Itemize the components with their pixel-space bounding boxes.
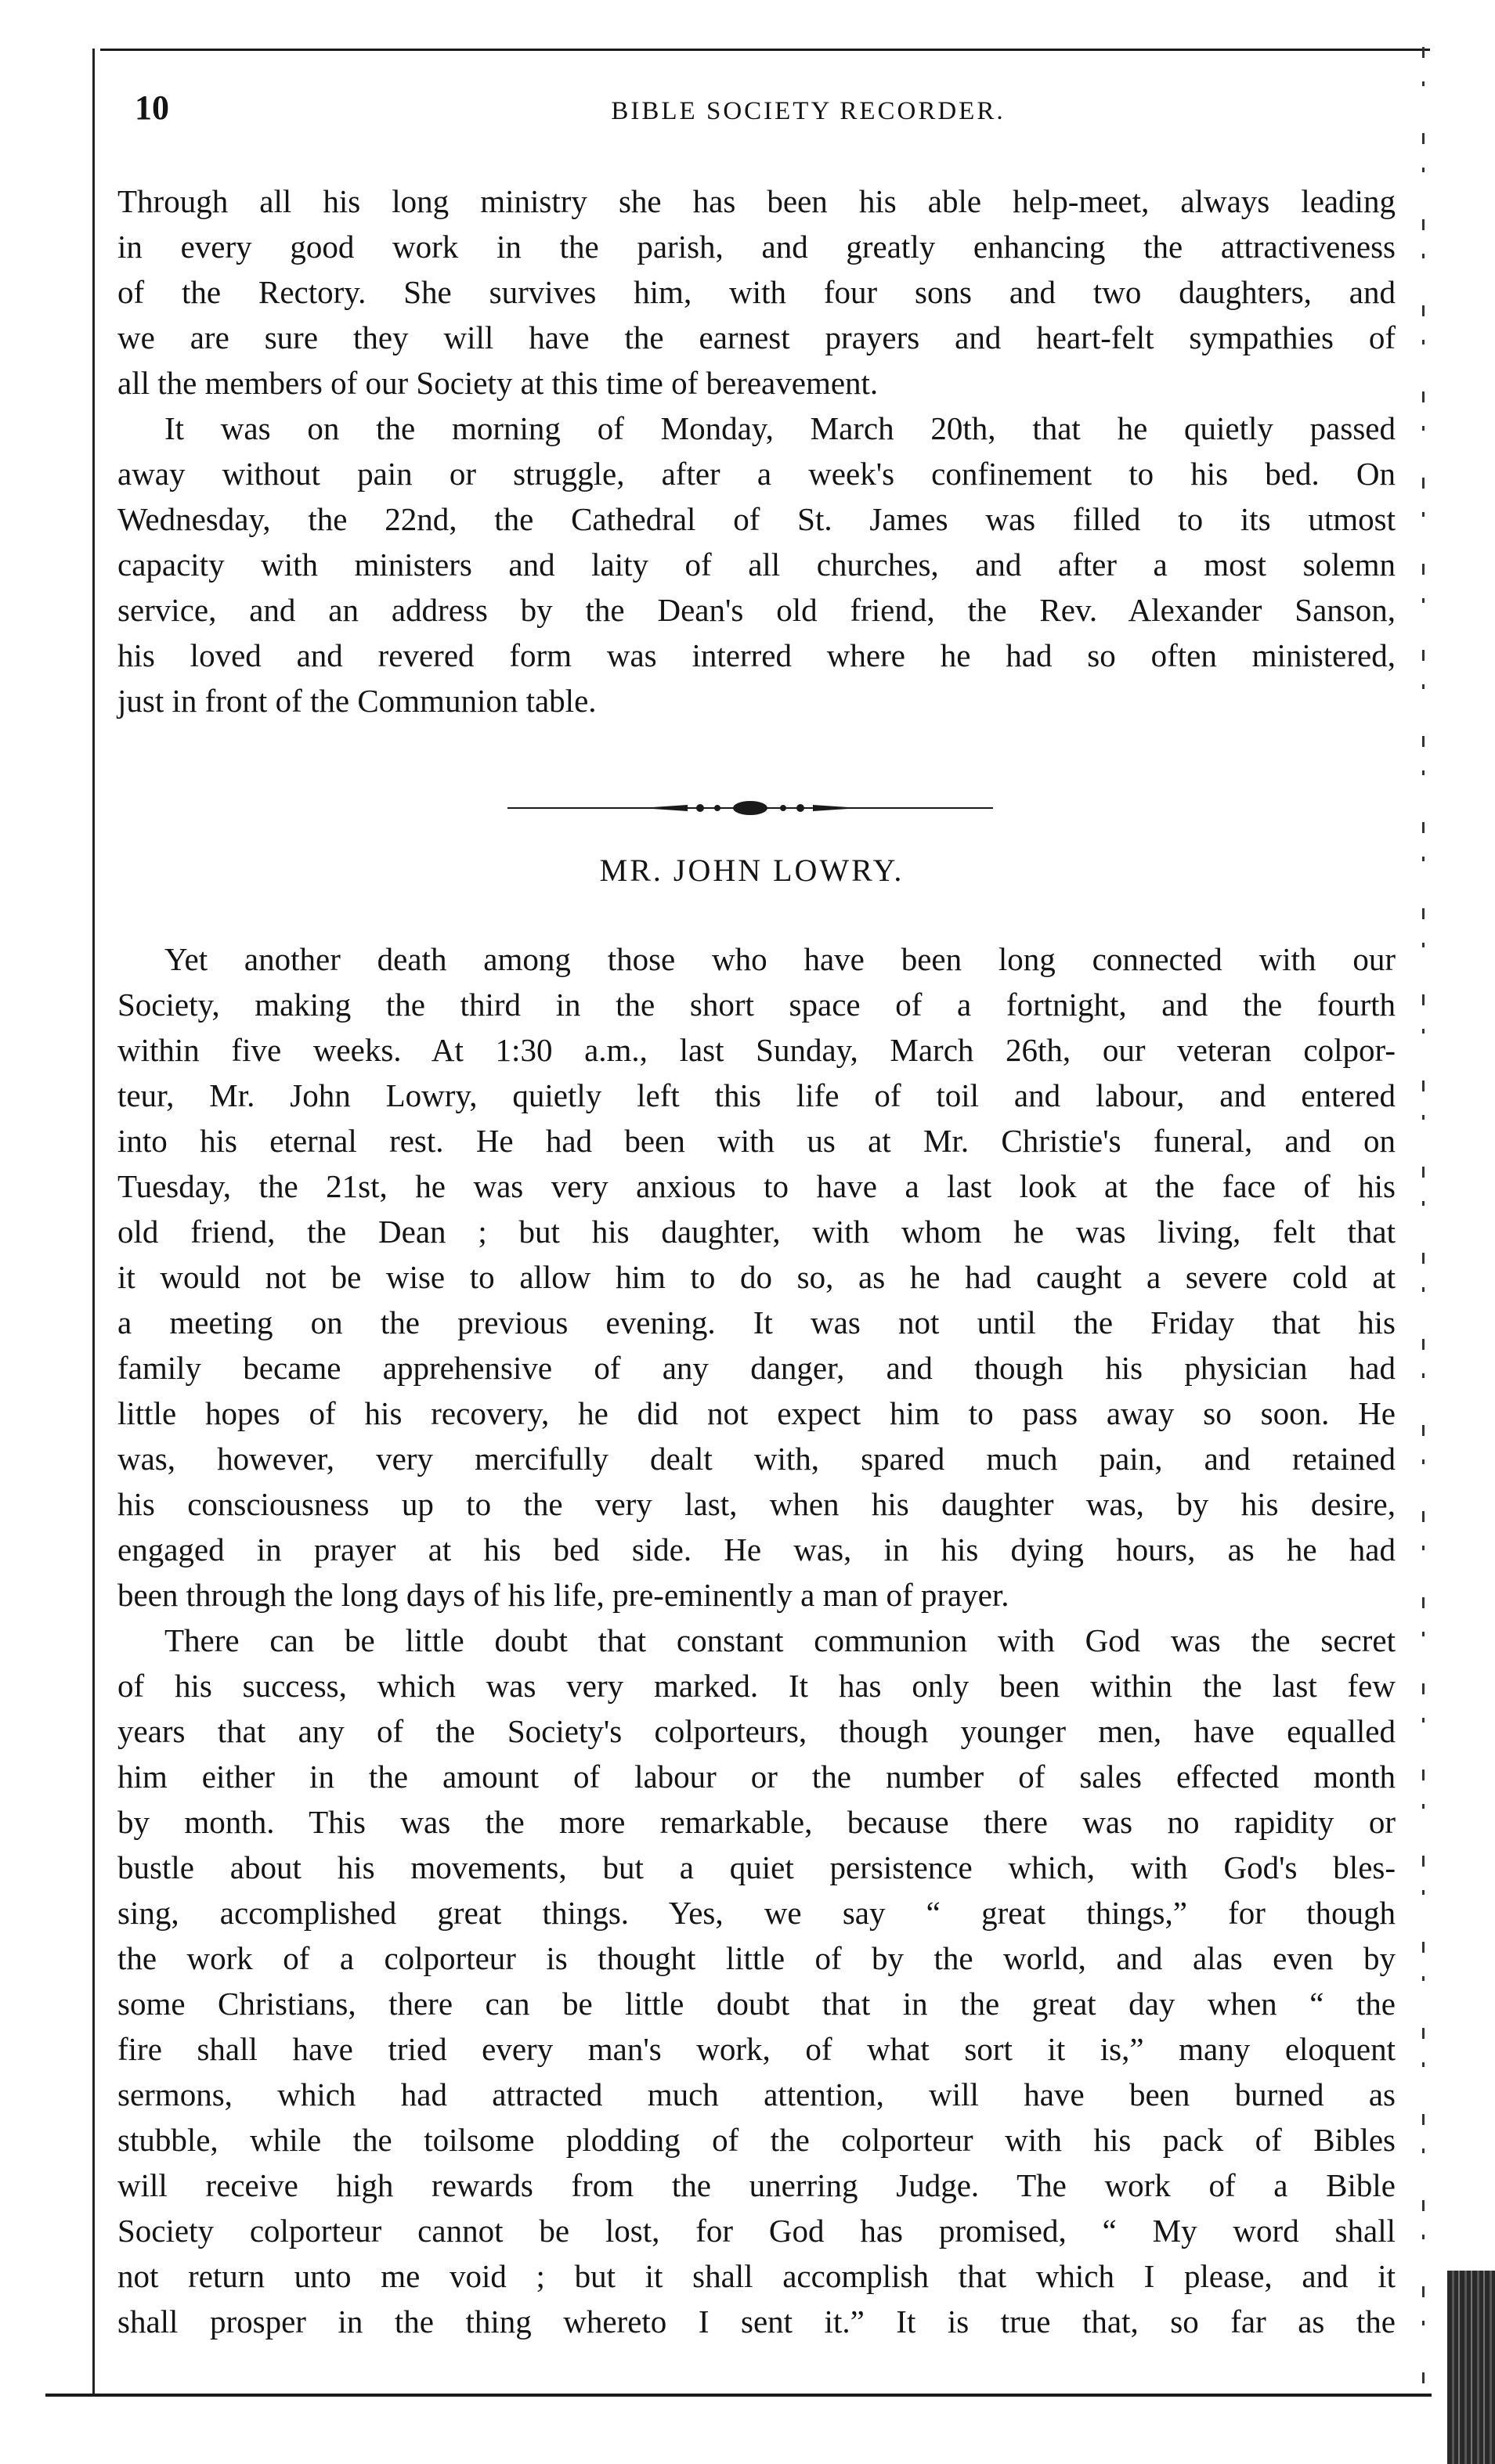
text-line: teur, Mr. John Lowry, quietly left this life of toil and labour, and entered bbox=[117, 1077, 1396, 1113]
lowry-obituary bbox=[117, 936, 1396, 2344]
text-line: little hopes of his recovery, he did not expect him to pass away so soon. He bbox=[117, 1395, 1396, 1431]
text-line: fire shall have tried every man's work, of what sort it is,” many eloquent bbox=[117, 2031, 1396, 2067]
text-line: bustle about his movements, but a quiet persistence which, with God's bles- bbox=[117, 1849, 1396, 1885]
bottom-rule bbox=[45, 2394, 1432, 2397]
text-line: Wednesday, the 22nd, the Cathedral of St. James was filled to its utmost bbox=[117, 501, 1396, 537]
section-title: MR. JOHN LOWRY. bbox=[599, 853, 905, 888]
top-rule bbox=[100, 49, 1430, 51]
text-line: just in front of the Communion table. bbox=[117, 683, 597, 719]
text-line: Society, making the third in the short space of a fortnight, and the fourth bbox=[117, 987, 1396, 1023]
text-line: the work of a colporteur is thought little of by the world, and alas even by bbox=[117, 1940, 1396, 1976]
text-line: engaged in prayer at his bed side. He was, in his dying hours, as he had bbox=[117, 1531, 1396, 1568]
text-line: family became apprehensive of any danger, and though his physician had bbox=[117, 1350, 1396, 1386]
page-number: 10 bbox=[135, 88, 169, 127]
text-line: it would not be wise to allow him to do so, as he had caught a severe cold at bbox=[117, 1259, 1396, 1295]
text-line: will receive high rewards from the unerring Judge. The work of a Bible bbox=[117, 2167, 1396, 2203]
text-line: by month. This was the more remarkable, because there was no rapidity or bbox=[117, 1804, 1396, 1840]
left-margin-rule bbox=[92, 49, 95, 2394]
text-line: years that any of the Society's colporteurs, though younger men, have equalled bbox=[117, 1713, 1396, 1749]
right-page-edge bbox=[1422, 47, 1425, 2394]
text-line: sing, accomplished great things. Yes, we say “ great things,” for though bbox=[117, 1895, 1396, 1931]
text-line: old friend, the Dean ; but his daughter, with whom he was living, felt that bbox=[117, 1214, 1396, 1250]
text-line: in every good work in the parish, and greatly enhancing the attractiveness bbox=[117, 229, 1396, 265]
text-line: Yet another death among those who have been long connected with our bbox=[164, 941, 1396, 977]
text-line: stubble, while the toilsome plodding of the colporteur with his pack of Bibles bbox=[117, 2122, 1396, 2158]
text-line: Tuesday, the 21st, he was very anxious to have a last look at the face of his bbox=[117, 1168, 1396, 1204]
text-line: was, however, very mercifully dealt with, spared much pain, and retained bbox=[117, 1441, 1396, 1477]
text-line: of his success, which was very marked. It has only been within the last few bbox=[117, 1668, 1396, 1704]
text-line: away without pain or struggle, after a week's confinement to his bed. On bbox=[117, 456, 1396, 492]
text-line: Through all his long ministry she has been his able help-meet, always leading bbox=[117, 183, 1396, 219]
text-line: into his eternal rest. He had been with us at Mr. Christie's funeral, and on bbox=[117, 1123, 1396, 1159]
text-line: within five weeks. At 1:30 a.m., last Sunday, March 26th, our veteran colpor- bbox=[117, 1032, 1396, 1068]
section-divider-ornament bbox=[507, 799, 993, 817]
text-line: Society colporteur cannot be lost, for God has promised, “ My word shall bbox=[117, 2213, 1396, 2249]
text-line: of the Rectory. She survives him, with four sons and two daughters, and bbox=[117, 274, 1396, 310]
text-line: his consciousness up to the very last, when his daughter was, by his desire, bbox=[117, 1486, 1396, 1522]
text-line: sermons, which had attracted much attention, will have been burned as bbox=[117, 2076, 1396, 2112]
text-line: capacity with ministers and laity of all churches, and after a most solemn bbox=[117, 547, 1396, 583]
text-line: a meeting on the previous evening. It was not until the Friday that his bbox=[117, 1304, 1396, 1340]
text-line: all the members of our Society at this time of bereavement. bbox=[117, 365, 879, 401]
text-line: been through the long days of his life, pre-eminently a man of prayer. bbox=[117, 1577, 1009, 1613]
page-edge-shadow bbox=[1447, 2271, 1495, 2464]
text-line: some Christians, there can be little doubt that in the great day when “ the bbox=[117, 1986, 1396, 2022]
text-line: It was on the morning of Monday, March 20th, that he quietly passed bbox=[164, 410, 1396, 446]
text-line: his loved and revered form was interred where he had so often ministered, bbox=[117, 637, 1396, 673]
page-header bbox=[135, 88, 1388, 135]
dean-obituary-continuation bbox=[117, 179, 1396, 723]
text-line: There can be little doubt that constant communion with God was the secret bbox=[164, 1622, 1396, 1658]
text-line: service, and an address by the Dean's old friend, the Rev. Alexander Sanson, bbox=[117, 592, 1396, 628]
text-line: we are sure they will have the earnest prayers and heart-felt sympathies of bbox=[117, 319, 1396, 355]
text-line: him either in the amount of labour or the number of sales effected month bbox=[117, 1759, 1396, 1795]
text-line: not return unto me void ; but it shall accomplish that which I please, and it bbox=[117, 2258, 1396, 2294]
running-title: BIBLE SOCIETY RECORDER. bbox=[611, 97, 1006, 125]
text-line: shall prosper in the thing whereto I sent it.” It is true that, so far as the bbox=[117, 2303, 1396, 2340]
